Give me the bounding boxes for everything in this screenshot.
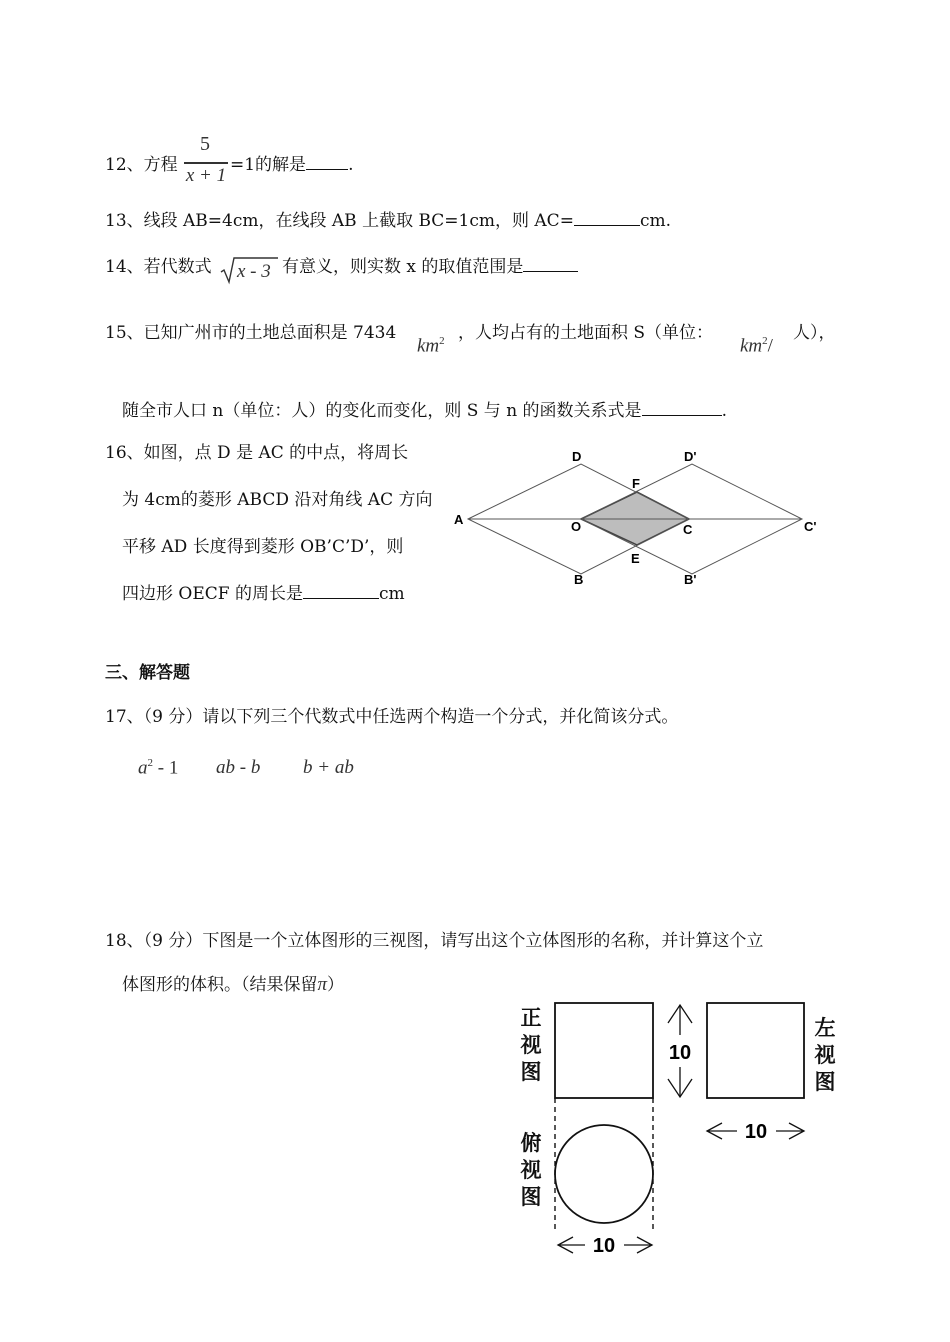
q12-prefix: 12、方程 [105, 155, 178, 175]
q17-expr1-rest: - 1 [153, 757, 179, 779]
q16-line2: 为 4cm的菱形 ABCD 沿对角线 AC 方向 [122, 490, 433, 510]
q16-answer-blank[interactable] [303, 583, 379, 599]
label-f: F [632, 476, 640, 491]
q16-end: cm [378, 584, 405, 604]
top-view-circle [555, 1125, 653, 1223]
q15-unit2-slash: / [767, 335, 773, 357]
q12-suffix-text: =1的解是 [230, 155, 307, 175]
label-d-prime: D' [684, 449, 697, 464]
q15-unit2-exp: 2 [762, 335, 768, 347]
q12-fraction-bar [184, 162, 228, 164]
left-view-label: 左视图 [814, 1016, 836, 1094]
q12-suffix [230, 150, 353, 175]
q14-radicand: x - 3 [237, 261, 271, 282]
q14-answer-blank[interactable] [523, 256, 578, 272]
q13-line [105, 206, 671, 231]
q14-suffix-line [282, 252, 578, 277]
q15-unit2-base: km [740, 335, 763, 357]
label-o: O [571, 519, 582, 534]
section-title: 三、解答题 [105, 663, 190, 683]
q17-expr1-exp: 2 [147, 757, 153, 769]
q14-prefix: 14、若代数式 [105, 257, 212, 277]
q12-numerator: 5 [200, 133, 210, 155]
q15-unit1-exp: 2 [439, 335, 445, 347]
label-d: D [572, 449, 582, 464]
front-view-label: 正视图 [520, 1006, 542, 1084]
q18-line2-end: ） [327, 975, 345, 995]
q16-line3: 平移 AD 长度得到菱形 OB’C’D’，则 [122, 537, 404, 557]
q18-line2 [122, 970, 344, 996]
q12-denominator: x + 1 [185, 165, 227, 186]
q13-answer-blank[interactable] [574, 210, 640, 226]
q15-line1-c: 人）， [793, 323, 836, 343]
q17-expr1 [138, 757, 178, 779]
q18-line1: 18、（9 分）下图是一个立体图形的三视图，请写出这个立体图形的名称，并计算这个立 [105, 931, 764, 951]
label-c: C [683, 522, 693, 537]
front-view-square [555, 1003, 653, 1098]
label-b-prime: B' [684, 572, 697, 587]
q18-line2-text: 体图形的体积。（结果保留 [122, 975, 318, 995]
label-b: B [574, 572, 584, 587]
rhombus-figure [450, 445, 830, 595]
top-view-label: 俯视图 [520, 1131, 542, 1209]
q12-answer-blank[interactable] [306, 154, 348, 170]
label-c-prime: C' [804, 519, 817, 534]
q14-suffix: 有意义，则实数 x 的取值范围是 [282, 257, 524, 277]
q17-expr3: b + ab [303, 757, 354, 778]
q17-expr2: ab - b [216, 757, 261, 778]
q15-line1-a: 15、已知广州市的土地总面积是 7434 [105, 323, 397, 343]
left-width-dimension-value: 10 [744, 1121, 768, 1143]
q15-end: . [721, 401, 727, 421]
q16-line4 [122, 579, 405, 604]
q16-line4-text: 四边形 OECF 的周长是 [122, 584, 303, 604]
q17-text: 17、（9 分）请以下列三个代数式中任选两个构造一个分式，并化简该分式。 [105, 707, 679, 727]
q13-text: 13、线段 AB=4cm，在线段 AB 上截取 BC=1cm，则 AC= [105, 211, 574, 231]
q13-end: cm. [639, 211, 671, 231]
top-width-dimension-value: 10 [592, 1235, 616, 1257]
left-view-square [707, 1003, 804, 1098]
q15-unit1-base: km [417, 335, 440, 357]
q15-unit1 [417, 335, 445, 357]
q15-line2 [122, 396, 727, 421]
q16-line1: 16、如图，点 D 是 AC 的中点，将周长 [105, 443, 409, 463]
label-a: A [454, 512, 464, 527]
three-view-figure [540, 995, 820, 1260]
q15-line1-b: ，人均占有的土地面积 S（单位： [458, 323, 714, 343]
height-dimension-value: 10 [668, 1042, 692, 1064]
q15-unit2 [740, 335, 773, 357]
q15-line2-text: 随全市人口 n（单位：人）的变化而变化，则 S 与 n 的函数关系式是 [122, 401, 642, 421]
q18-pi: π [317, 974, 328, 995]
q15-answer-blank[interactable] [642, 400, 722, 416]
q17-expr1-base: a [138, 757, 148, 779]
label-e: E [631, 551, 640, 566]
q12-end: . [348, 155, 354, 175]
